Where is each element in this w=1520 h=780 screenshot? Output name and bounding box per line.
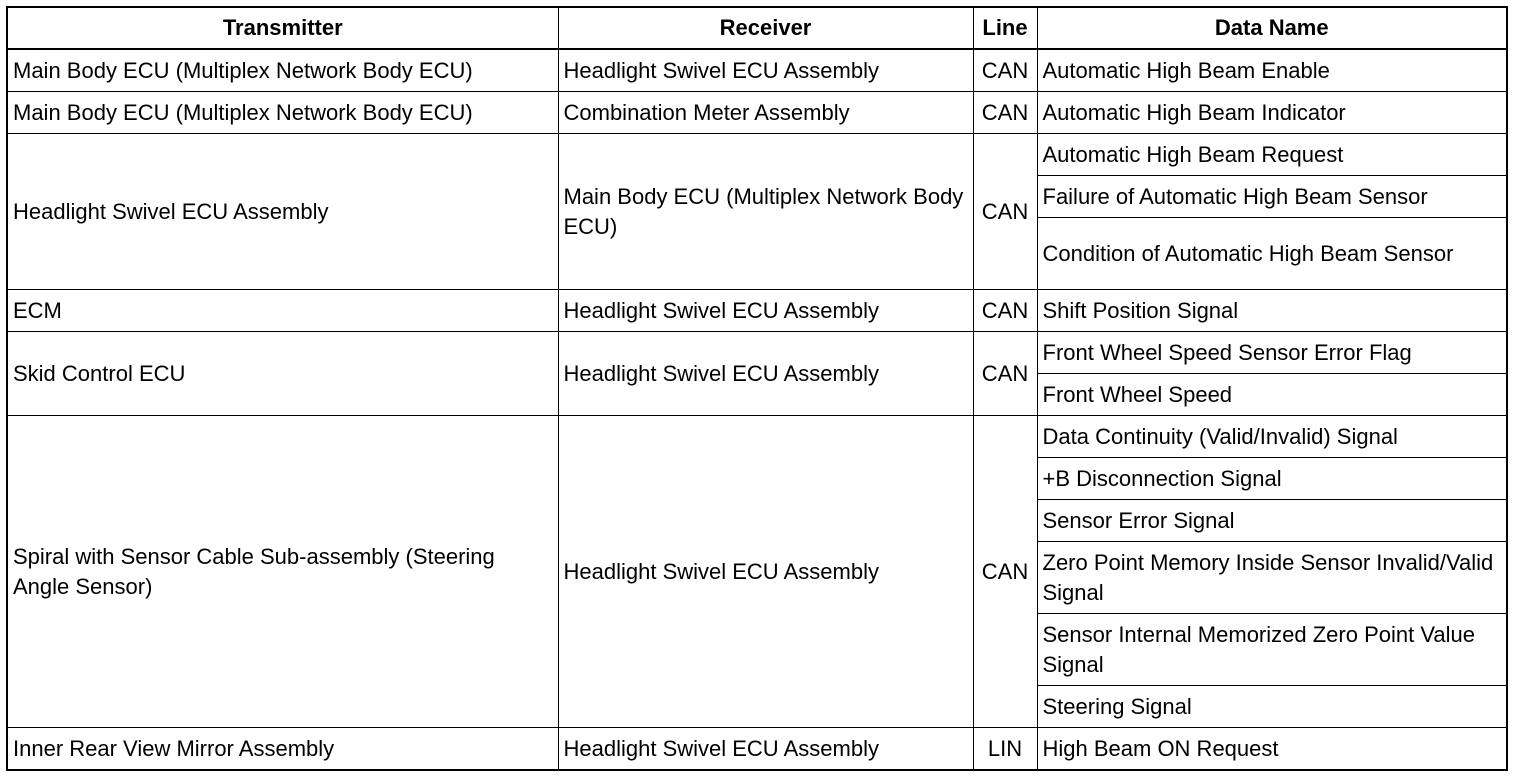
table-row [7,49,1507,92]
line-cell: LIN [973,728,1037,771]
transmitter-cell: Headlight Swivel ECU Assembly [7,134,558,290]
data-name-cell: High Beam ON Request [1037,728,1507,771]
data-name-cell: Failure of Automatic High Beam Sensor [1037,176,1507,218]
data-name-cell: Automatic High Beam Request [1037,134,1507,176]
communication-table [6,6,1508,771]
table-row [7,332,1507,374]
transmitter-cell: Main Body ECU (Multiplex Network Body ECU) [7,49,558,92]
data-name-cell: Shift Position Signal [1037,290,1507,332]
header-receiver: Receiver [558,7,973,49]
table-row [7,92,1507,134]
data-name-cell: +B Disconnection Signal [1037,458,1507,500]
receiver-cell: Headlight Swivel ECU Assembly [558,728,973,771]
header-data-name: Data Name [1037,7,1507,49]
data-name-cell: Automatic High Beam Enable [1037,49,1507,92]
receiver-cell: Headlight Swivel ECU Assembly [558,49,973,92]
transmitter-cell: Main Body ECU (Multiplex Network Body ECU) [7,92,558,134]
data-name-cell: Front Wheel Speed [1037,374,1507,416]
line-cell: CAN [973,134,1037,290]
line-cell: CAN [973,290,1037,332]
data-name-cell: Data Continuity (Valid/Invalid) Signal [1037,416,1507,458]
line-cell: CAN [973,332,1037,416]
line-cell: CAN [973,49,1037,92]
transmitter-cell: Skid Control ECU [7,332,558,416]
data-name-cell: Automatic High Beam Indicator [1037,92,1507,134]
data-name-cell: Condition of Automatic High Beam Sensor [1037,218,1507,290]
data-name-cell: Steering Signal [1037,686,1507,728]
header-transmitter: Transmitter [7,7,558,49]
line-cell: CAN [973,416,1037,728]
data-name-cell: Front Wheel Speed Sensor Error Flag [1037,332,1507,374]
header-row [7,7,1507,49]
receiver-cell: Headlight Swivel ECU Assembly [558,416,973,728]
transmitter-cell: Inner Rear View Mirror Assembly [7,728,558,771]
data-name-cell: Sensor Internal Memorized Zero Point Value Signal [1037,614,1507,686]
data-name-cell: Sensor Error Signal [1037,500,1507,542]
transmitter-cell: Spiral with Sensor Cable Sub-assembly (Steering Angle Sensor) [7,416,558,728]
table-row [7,416,1507,458]
receiver-cell: Combination Meter Assembly [558,92,973,134]
receiver-cell: Main Body ECU (Multiplex Network Body ECU) [558,134,973,290]
header-line: Line [973,7,1037,49]
table-row [7,290,1507,332]
receiver-cell: Headlight Swivel ECU Assembly [558,290,973,332]
line-cell: CAN [973,92,1037,134]
receiver-cell: Headlight Swivel ECU Assembly [558,332,973,416]
transmitter-cell: ECM [7,290,558,332]
data-name-cell: Zero Point Memory Inside Sensor Invalid/Valid Signal [1037,542,1507,614]
table-row [7,728,1507,771]
table-row [7,134,1507,176]
